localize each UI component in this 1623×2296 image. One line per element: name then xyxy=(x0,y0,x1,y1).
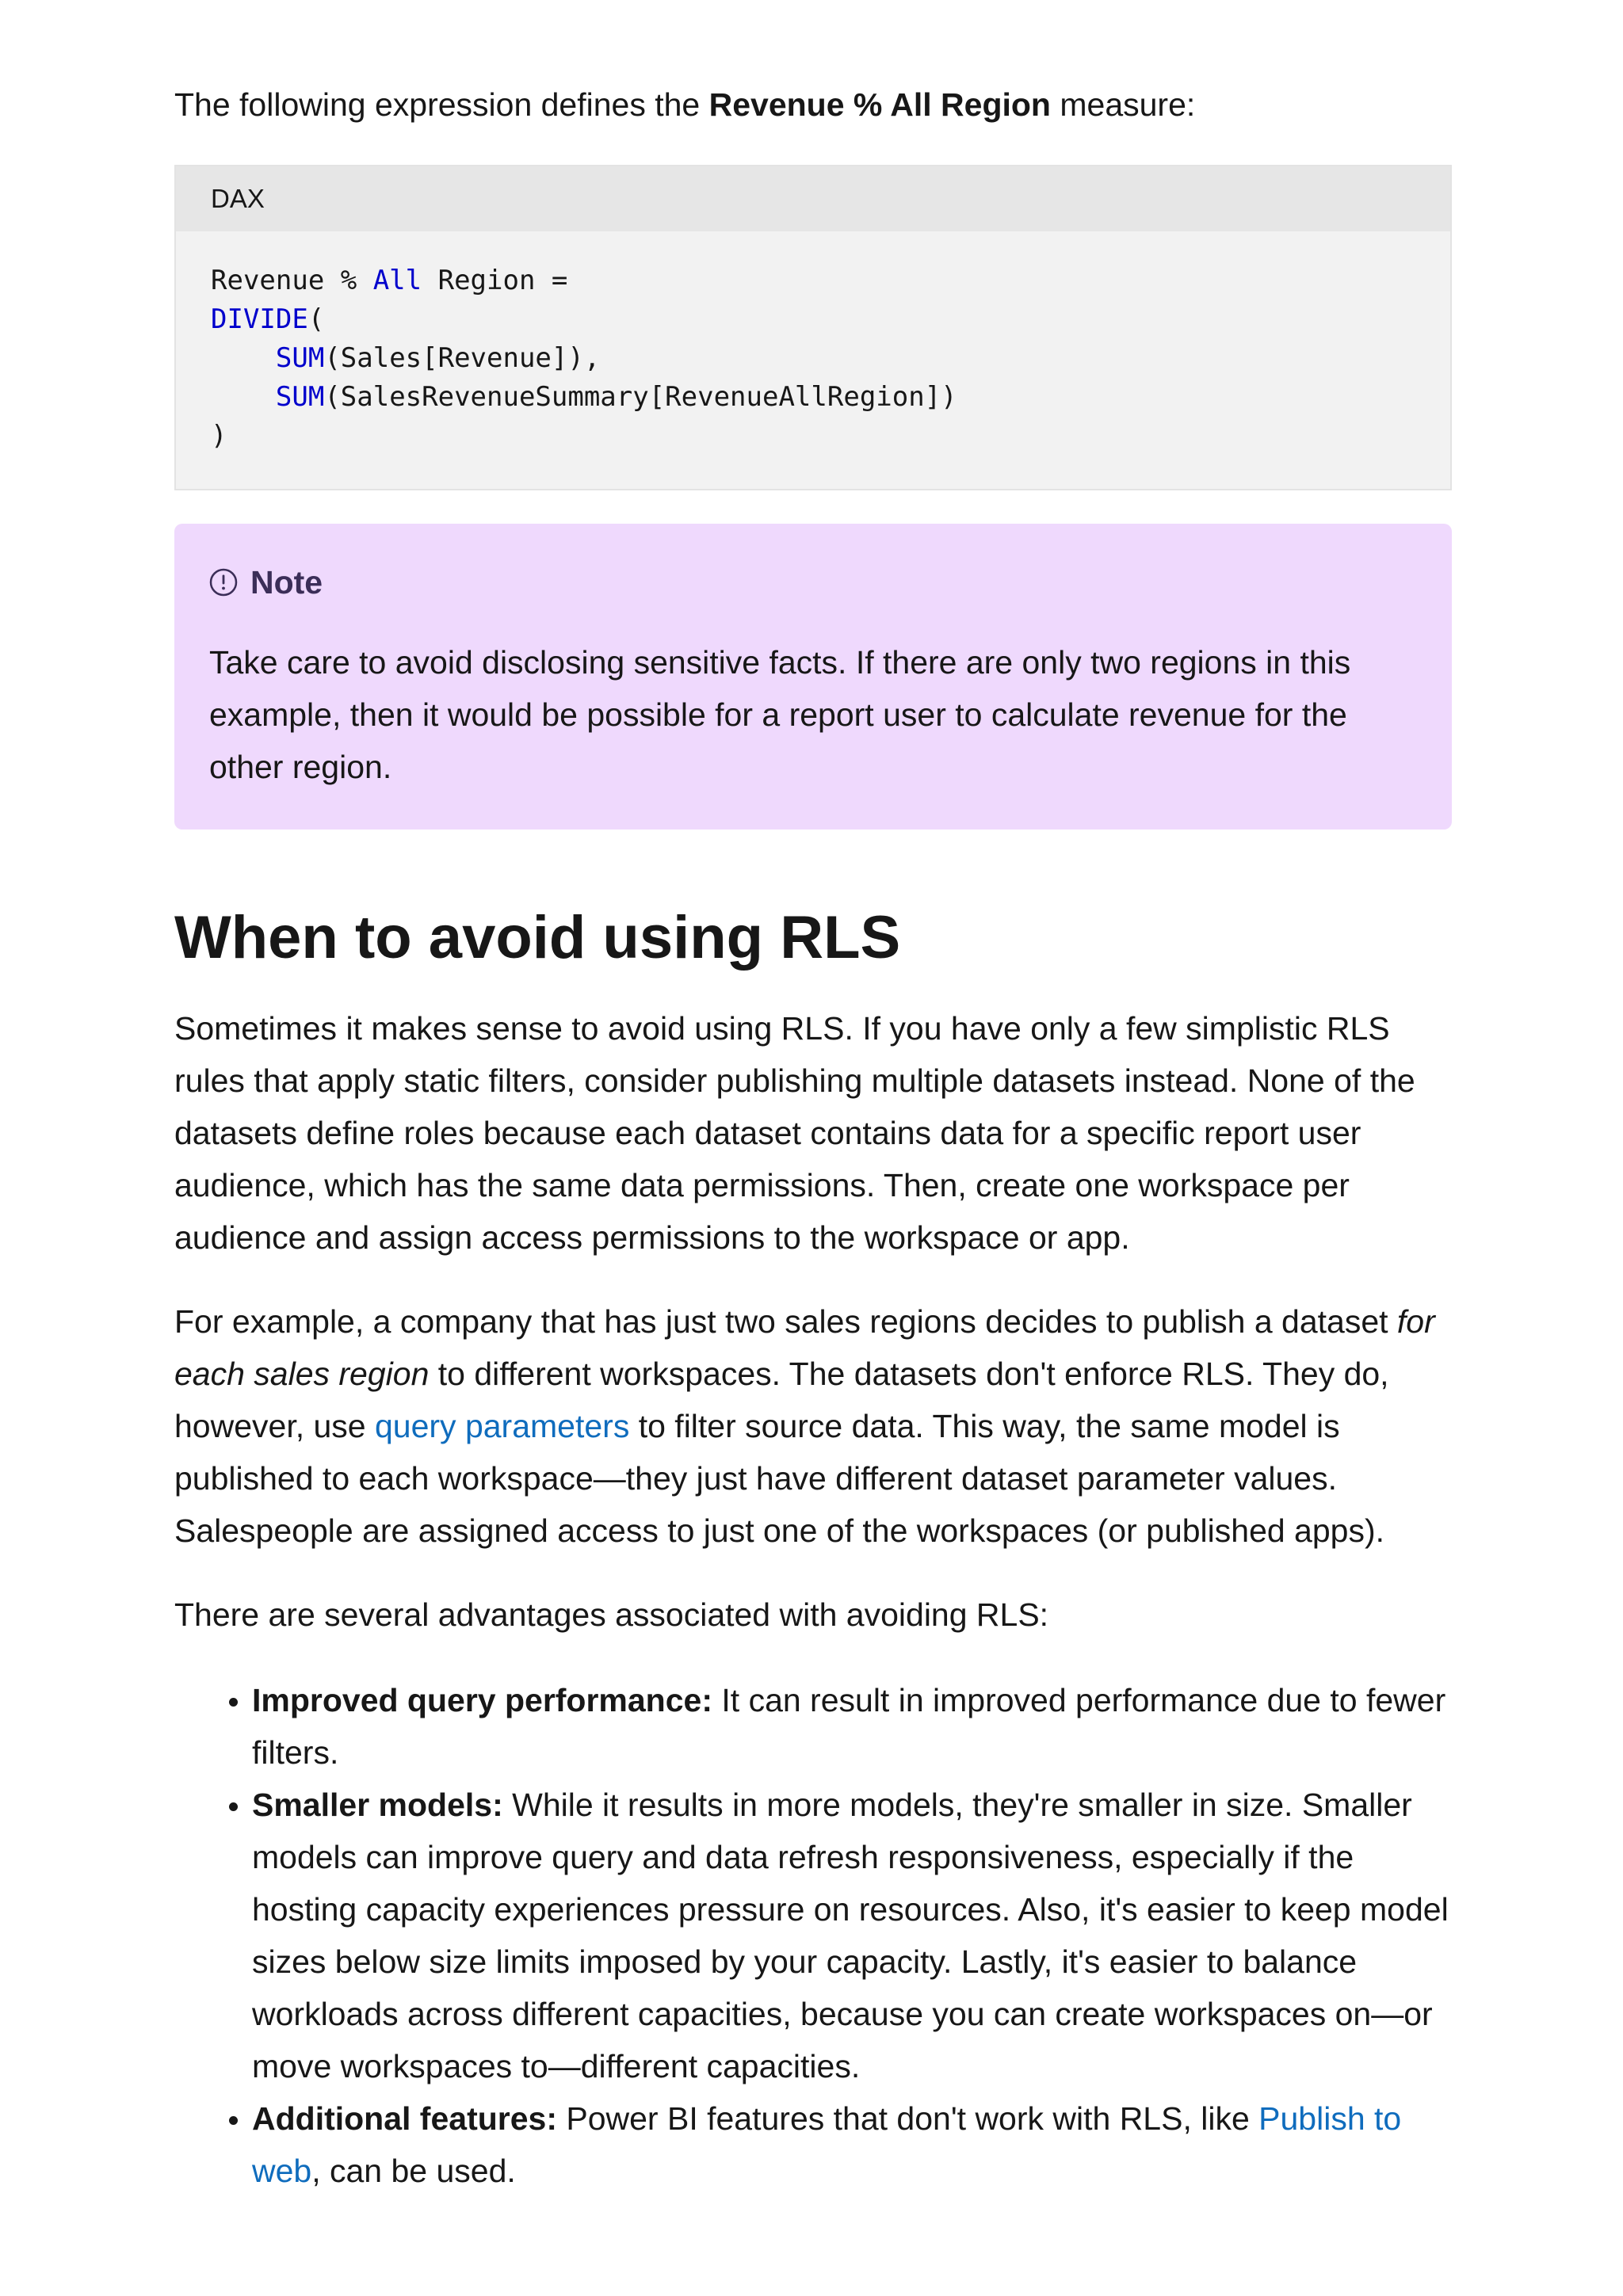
code-content[interactable]: Revenue % All Region = DIVIDE( SUM(Sales[Revenue]), SUM(SalesRevenueSummary[RevenueAllRegion]) ) xyxy=(211,265,957,452)
list-item-label: Smaller models: xyxy=(252,1787,503,1823)
note-callout xyxy=(174,524,1452,830)
list-item-text: While it results in more models, they're smaller in size. Smaller models can improve query and data refresh responsiveness, especially if the hosting capacity experiences pressure on resources. Also, it's easier to keep model sizes below size limits imposed by your capacity. Lastly, it's easier to balance workloads across different capacities, because you can create workspaces on—or move workspaces to—different capacities. xyxy=(252,1787,1449,2084)
measure-name: Revenue % All Region xyxy=(708,86,1051,123)
code-language-label: DAX xyxy=(176,166,1450,231)
note-title-row xyxy=(209,560,1417,605)
intro-paragraph xyxy=(174,0,1452,130)
note-title: Note xyxy=(250,563,323,601)
paragraph-example xyxy=(174,1295,1452,1557)
paragraph-advantages-intro: There are several advantages associated with avoiding RLS: xyxy=(174,1596,1049,1633)
list-item-additional-features xyxy=(252,2092,1452,2197)
intro-prefix: The following expression defines the xyxy=(174,86,709,123)
advantages-list xyxy=(174,1674,1452,2197)
note-text: Take care to avoid disclosing sensitive facts. If there are only two regions in this example, then it would be possible for a report user to calculate revenue for the other region. xyxy=(209,644,1351,785)
intro-suffix: measure: xyxy=(1050,86,1196,123)
list-item-text: It can result in improved performance due to fewer filters. xyxy=(252,1682,1446,1771)
code-block xyxy=(174,165,1452,490)
example-text-1: For example, a company that has just two sales regions decides to publish a dataset xyxy=(174,1303,1397,1340)
section-heading: When to avoid using RLS xyxy=(174,904,901,971)
list-item-label: Additional features: xyxy=(252,2100,557,2137)
publish-to-web-link[interactable]: Publish to web xyxy=(252,2100,1402,2189)
list-item-improved-query-performance xyxy=(252,1674,1452,1779)
list-item-text-after: , can be used. xyxy=(311,2153,516,2189)
list-item-smaller-models xyxy=(252,1779,1452,2092)
paragraph-avoid-rls: Sometimes it makes sense to avoid using RLS. If you have only a few simplistic RLS rules that apply static filters, consider publishing multiple datasets instead. None of the datasets define roles because each dataset contains data for a specific report user audience, which has the same data permissions. Then, create one workspace per audience and assign access permissions to the workspace or app. xyxy=(174,1010,1415,1256)
example-italic: for each sales region xyxy=(174,1303,1435,1392)
info-circle-icon xyxy=(209,568,238,597)
query-parameters-link[interactable]: query parameters xyxy=(375,1408,630,1444)
example-text-2: to different workspaces. The datasets don't enforce RLS. They do, however, use xyxy=(174,1356,1389,1444)
list-item-label: Improved query performance: xyxy=(252,1682,712,1718)
article xyxy=(174,0,1452,2197)
example-text-3: to filter source data. This way, the same model is published to each workspace—they just have different dataset parameter values. Salespeople are assigned access to just one of the workspaces (or published apps). xyxy=(174,1408,1385,1549)
list-item-text: Power BI features that don't work with RLS, like xyxy=(556,2100,1259,2137)
